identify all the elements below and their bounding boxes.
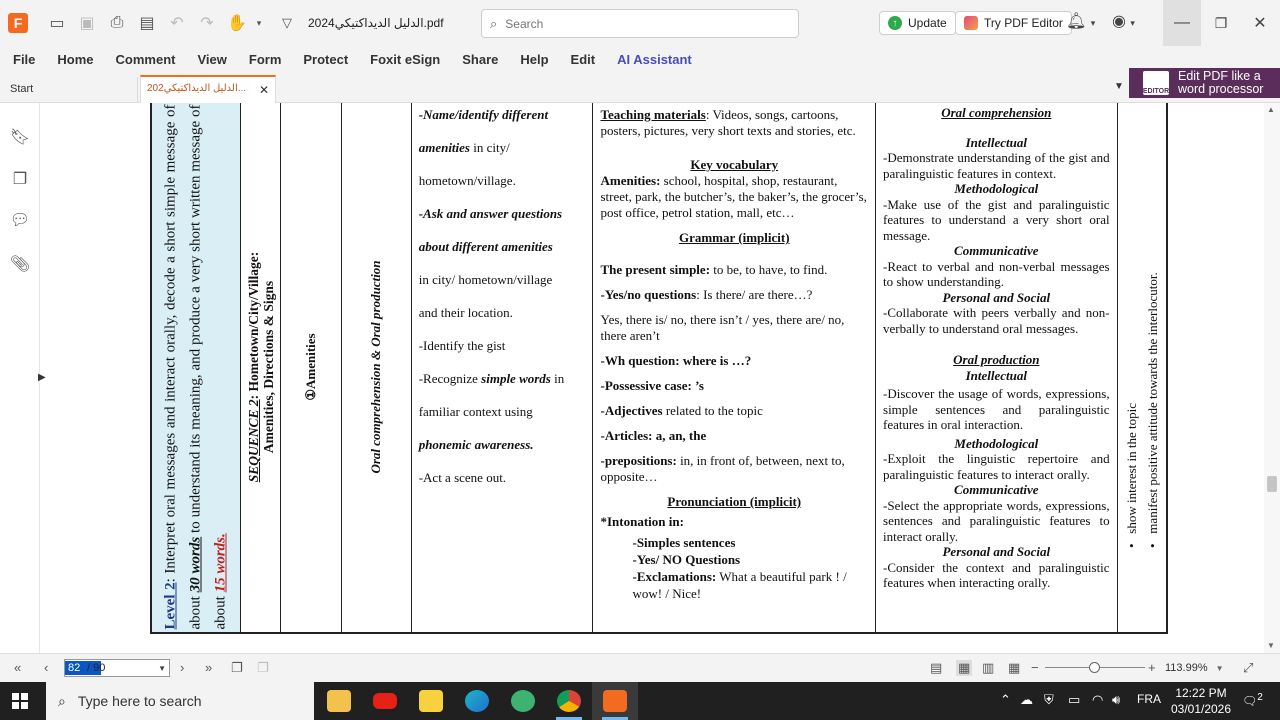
menu-edit[interactable]: Edit	[570, 52, 596, 67]
facing-layout-icon[interactable]: ▥	[982, 660, 995, 675]
vocabulary-label: Amenities:	[600, 173, 661, 188]
op-methodological-text: -Exploit the linguistic repertoire and paralinguistic features to interact orally.	[883, 451, 1110, 482]
editor-icon	[1143, 71, 1169, 95]
sequence-title: : Hometown/City/Village:	[245, 251, 261, 399]
yes-no-answers: Yes, there is/ no, there isn’t / yes, there are/ no, there aren’t	[600, 312, 845, 343]
search-input[interactable]	[505, 17, 755, 31]
minimize-button[interactable]: —	[1163, 0, 1201, 46]
scroll-thumb[interactable]	[1267, 476, 1277, 492]
objective-1a: -Name/identify different	[418, 107, 549, 122]
update-button[interactable]	[879, 11, 956, 35]
hand-tool-dropdown-icon[interactable]: ▾	[256, 17, 262, 28]
prepositions-text: in, in front of, between, next to, opposite…	[600, 453, 845, 484]
objectives-cell	[411, 103, 593, 633]
intonation-item-1: -Simples sentences	[632, 535, 736, 550]
save-icon[interactable]: ▣	[79, 15, 95, 32]
zoom-select[interactable]	[1161, 659, 1237, 677]
objective-1b: amenities	[418, 140, 470, 155]
objective-5: -Act a scene out.	[418, 470, 507, 485]
op-methodological-heading: Methodological	[954, 435, 1039, 451]
navigation-bar	[0, 653, 1280, 682]
update-icon: ↑	[888, 16, 902, 30]
clock-date: 03/01/2026	[1170, 702, 1232, 716]
page-dropdown-icon[interactable]: ▼	[158, 663, 166, 673]
attitude-2-text: manifest positive attitude towards the interlocutor.	[1144, 272, 1160, 535]
objective-4d: familiar context using	[418, 404, 533, 419]
onedrive-icon[interactable]: ☁	[1020, 692, 1033, 707]
notification-bell-icon[interactable]: 🔔︎ ▾	[1066, 13, 1096, 30]
foxit-taskbar-icon[interactable]	[592, 682, 638, 720]
edit-pdf-banner[interactable]	[1129, 68, 1280, 98]
taskbar-search-icon: ⌕	[58, 692, 66, 709]
present-simple-text: to be, to have, to find.	[710, 262, 828, 277]
competencies-cell	[876, 103, 1118, 633]
domain-cell	[341, 103, 411, 633]
menu-protect[interactable]: Protect	[303, 52, 349, 67]
close-button[interactable]: ✕	[1253, 15, 1267, 32]
language-indicator[interactable]: FRA	[1137, 692, 1161, 706]
scroll-up-icon[interactable]: ▲	[1267, 105, 1275, 114]
page-total: / 90	[87, 662, 106, 674]
open-folder-icon[interactable]: ▭	[49, 15, 65, 32]
attitude-2	[1145, 248, 1160, 548]
objective-4b: simple words	[481, 371, 551, 386]
properties-icon[interactable]: ▤	[139, 15, 155, 32]
menu-help[interactable]: Help	[520, 52, 549, 67]
fullscreen-icon[interactable]: ⤢	[1243, 660, 1254, 675]
oc-personal-social-heading: Personal and Social	[942, 289, 1051, 305]
lesson-cell	[281, 103, 342, 633]
zoom-out-icon[interactable]: −	[1031, 660, 1039, 675]
oral-production-heading: Oral production	[953, 352, 1040, 367]
tab-document[interactable]	[140, 75, 276, 103]
objective-4a: -Recognize	[418, 371, 482, 386]
menu-share[interactable]: Share	[462, 52, 499, 67]
lesson-name: ①Amenities	[303, 332, 319, 401]
level-text-2: to understand its meaning, and produce a very short written message of about	[187, 104, 229, 629]
vocabulary-text: school, hospital, shop, restaurant, street, park, the butcher’s, the baker’s, the grocer’s, post office, petrol station, mall, etc…	[600, 173, 867, 220]
wifi-icon[interactable]: ◠	[1092, 692, 1104, 707]
doc-filter-icon: ▽	[282, 15, 292, 30]
edit-banner-line1: Edit PDF like a	[1178, 69, 1261, 83]
redo-icon[interactable]: ↷	[200, 15, 214, 32]
tab-bar	[0, 73, 1280, 103]
intonation-item-2: -Yes/ NO Questions	[632, 552, 741, 567]
account-icon[interactable]: ◉ ▾	[1112, 13, 1135, 30]
objective-1d: hometown/village.	[418, 173, 516, 188]
foxit-logo-icon: F	[8, 13, 28, 33]
key-vocabulary-heading: Key vocabulary	[690, 157, 779, 172]
adjectives-text: related to the topic	[662, 403, 763, 418]
last-page-icon[interactable]: »	[205, 660, 213, 675]
search-box[interactable]	[481, 9, 799, 38]
zoom-slider-knob[interactable]	[1089, 662, 1100, 673]
grammar-heading: Grammar (implicit)	[678, 230, 790, 245]
tab-start[interactable]: Start	[0, 77, 138, 103]
single-page-view-icon[interactable]: ❐	[231, 660, 243, 675]
continuous-view-icon[interactable]: ❐	[257, 660, 269, 675]
articles: -Articles: a, an, the	[600, 428, 707, 443]
close-tab-icon[interactable]: ✕	[258, 83, 269, 97]
editor-icon-text: EDITOR	[1142, 88, 1170, 95]
zoom-value: 113.99%	[1165, 662, 1208, 674]
document-viewport[interactable]	[58, 103, 1264, 653]
sequence-text	[246, 222, 276, 512]
yes-no-questions-label: -Yes/no questions	[600, 287, 697, 302]
taskbar-search[interactable]	[46, 682, 314, 720]
oc-methodological-heading: Methodological	[954, 181, 1039, 196]
sequence-label: SEQUENCE 2	[245, 398, 261, 482]
oc-communicative-heading: Communicative	[954, 243, 1039, 258]
level-words-30: 30 words	[187, 536, 204, 592]
clock-time: 12:22 PM	[1175, 686, 1227, 700]
menu-foxit-esign[interactable]: Foxit eSign	[370, 52, 441, 67]
present-simple-label: The present simple:	[600, 262, 711, 277]
menu-comment[interactable]: Comment	[115, 52, 176, 67]
volume-icon[interactable]: 🔊︎	[1112, 692, 1121, 707]
whatsapp-icon[interactable]	[500, 682, 546, 720]
oc-methodological-text: -Make use of the gist and paralinguistic features to understand a very short oral message.	[883, 196, 1110, 243]
hand-tool-icon[interactable]: ✋	[227, 15, 247, 32]
bullet-icon: •	[1123, 543, 1139, 549]
menu-form[interactable]: Form	[248, 52, 282, 67]
single-page-layout-icon[interactable]: ▤	[930, 660, 943, 675]
attitude-1-text: show interest in the topic	[1123, 403, 1139, 535]
objective-2c: in city/ hometown/village	[418, 272, 553, 287]
level-words-15: 15 words.	[212, 532, 229, 592]
search-icon: ⌕	[490, 15, 498, 31]
level-text	[159, 104, 234, 629]
menu-ai-assistant[interactable]: AI Assistant	[617, 52, 692, 67]
print-icon[interactable]: ⎙	[110, 14, 124, 31]
edge-icon[interactable]	[454, 682, 500, 720]
level-cell	[151, 103, 241, 633]
op-communicative-heading: Communicative	[954, 482, 1039, 497]
op-personal-social-text: -Consider the context and paralinguistic features when interacting orally.	[883, 559, 1110, 590]
intonation-item-3-text: What a beautiful park ! / wow! / Nice!	[632, 569, 847, 601]
comments-icon[interactable]: 💬︎	[9, 212, 31, 229]
notification-center-icon[interactable]: 🗨︎$^2$	[1242, 692, 1263, 708]
show-hidden-icons[interactable]: ⌃	[1000, 692, 1011, 707]
clock[interactable]	[1166, 685, 1236, 717]
document-title: الدليل الديداكتيكي2024.pdf	[308, 16, 444, 30]
menu-file[interactable]: File	[13, 52, 36, 67]
oc-communicative-text: -React to verbal and non-verbal messages to show understanding.	[883, 258, 1110, 289]
battery-icon[interactable]: ▭	[1068, 692, 1081, 707]
teaching-materials-text: : Videos, songs, cartoons, posters, pictures, very short texts and stories, etc.	[600, 107, 856, 138]
wh-question: -Wh question: where is …?	[600, 353, 752, 368]
adjectives-label: -Adjectives	[600, 403, 663, 418]
title-bar	[0, 0, 1280, 46]
bullet-icon: •	[1144, 543, 1160, 549]
attitudes-cell	[1117, 103, 1167, 633]
op-intellectual-text: -Discover the usage of words, expressions, simple sentences and paralinguistic features in oral interaction.	[883, 386, 1110, 432]
tab-document-label: الدليل الديداكتيكي202...	[147, 83, 247, 94]
menu-home[interactable]: Home	[57, 52, 94, 67]
continuous-layout-icon[interactable]: ▦	[958, 660, 971, 675]
objective-2b: about different amenities	[418, 239, 553, 254]
op-personal-social-heading: Personal and Social	[942, 544, 1051, 559]
previous-page-icon[interactable]: ‹	[44, 660, 49, 675]
content-cell	[593, 103, 876, 633]
level-text-1: : Interpret oral messages and interact orally, decode a short simple message of about	[162, 103, 204, 629]
menu-view[interactable]: View	[197, 52, 227, 67]
yes-no-questions-text: : Is there/ are there…?	[696, 287, 813, 302]
objective-4c: in	[550, 371, 565, 386]
level-lead: Level 2	[162, 581, 179, 629]
left-sidebar	[0, 103, 40, 653]
objective-4e: phonemic awareness.	[418, 437, 534, 452]
possessive-case: -Possessive case: ’s	[600, 378, 704, 393]
tab-list-dropdown-icon[interactable]: ▼	[1114, 81, 1124, 92]
security-icon[interactable]: ⛨	[1044, 692, 1054, 707]
objective-1c: in city/	[469, 140, 510, 155]
objective-3: -Identify the gist	[418, 338, 506, 353]
intonation-label: *Intonation in:	[600, 514, 684, 529]
next-page-icon[interactable]: ›	[180, 660, 185, 675]
file-explorer-icon[interactable]	[316, 682, 362, 720]
attitude-1	[1124, 248, 1139, 548]
vertical-scrollbar[interactable]	[1264, 103, 1280, 653]
try-pdf-editor-label: Try PDF Editor	[984, 16, 1063, 30]
lesson-plan-table	[150, 103, 1168, 634]
chrome-icon[interactable]	[546, 682, 592, 720]
sequence-subtitle: Amenities, Directions & Signs	[260, 280, 276, 453]
try-pdf-editor-button[interactable]	[955, 11, 1072, 35]
op-intellectual-heading: Intellectual	[965, 367, 1027, 383]
zoom-dropdown-icon: ▼	[1215, 663, 1224, 673]
oral-comprehension-heading: Oral comprehension	[941, 105, 1052, 120]
objective-2a: -Ask and answer questions	[418, 206, 563, 221]
domain-name: Oral comprehension & Oral production	[368, 259, 384, 474]
oc-personal-social-text: -Collaborate with peers verbally and non-verbally to understand oral messages.	[883, 305, 1110, 336]
update-label: Update	[908, 16, 947, 30]
zoom-in-icon[interactable]: +	[1148, 660, 1156, 675]
sequence-cell	[241, 103, 281, 633]
oc-intellectual-heading: Intellectual	[965, 134, 1027, 150]
intonation-item-3-label: -Exclamations:	[632, 569, 717, 584]
pronunciation-heading: Pronunciation (implicit)	[667, 494, 802, 509]
sticky-notes-icon[interactable]	[408, 682, 454, 720]
pages-icon[interactable]: ❐	[12, 171, 28, 188]
attitudes-text	[1124, 248, 1160, 548]
windows-start-icon[interactable]	[12, 693, 28, 709]
objective-2d: and their location.	[418, 305, 513, 320]
prepositions-label: -prepositions:	[600, 453, 677, 468]
teaching-materials-label: Teaching materials	[600, 107, 706, 122]
op-communicative-text: -Select the appropriate words, expressions, sentences and paralinguistic features to interact orally.	[883, 497, 1110, 544]
page-number-box[interactable]	[64, 659, 170, 677]
undo-icon[interactable]: ↶	[170, 15, 184, 32]
scroll-down-icon[interactable]: ▼	[1267, 641, 1275, 650]
oc-intellectual-text: -Demonstrate understanding of the gist and paralinguistic features in context.	[883, 150, 1110, 181]
windows-taskbar	[0, 682, 1280, 720]
expand-panel-icon[interactable]: ▶	[38, 372, 46, 383]
attachment-icon[interactable]: 📎︎	[9, 256, 31, 273]
continuous-facing-icon[interactable]: ▦	[1008, 660, 1021, 675]
youtube-icon[interactable]	[362, 682, 408, 720]
first-page-icon[interactable]: «	[14, 660, 22, 675]
pdf-editor-icon	[964, 16, 978, 30]
edit-banner-line2: word processor	[1178, 82, 1264, 96]
bookmark-icon[interactable]: 🔖︎	[9, 129, 31, 146]
notification-count: 2	[1257, 692, 1263, 703]
taskbar-search-text: Type here to search	[77, 693, 202, 709]
restore-button[interactable]: ❐	[1214, 14, 1228, 31]
menu-bar	[0, 46, 1280, 73]
